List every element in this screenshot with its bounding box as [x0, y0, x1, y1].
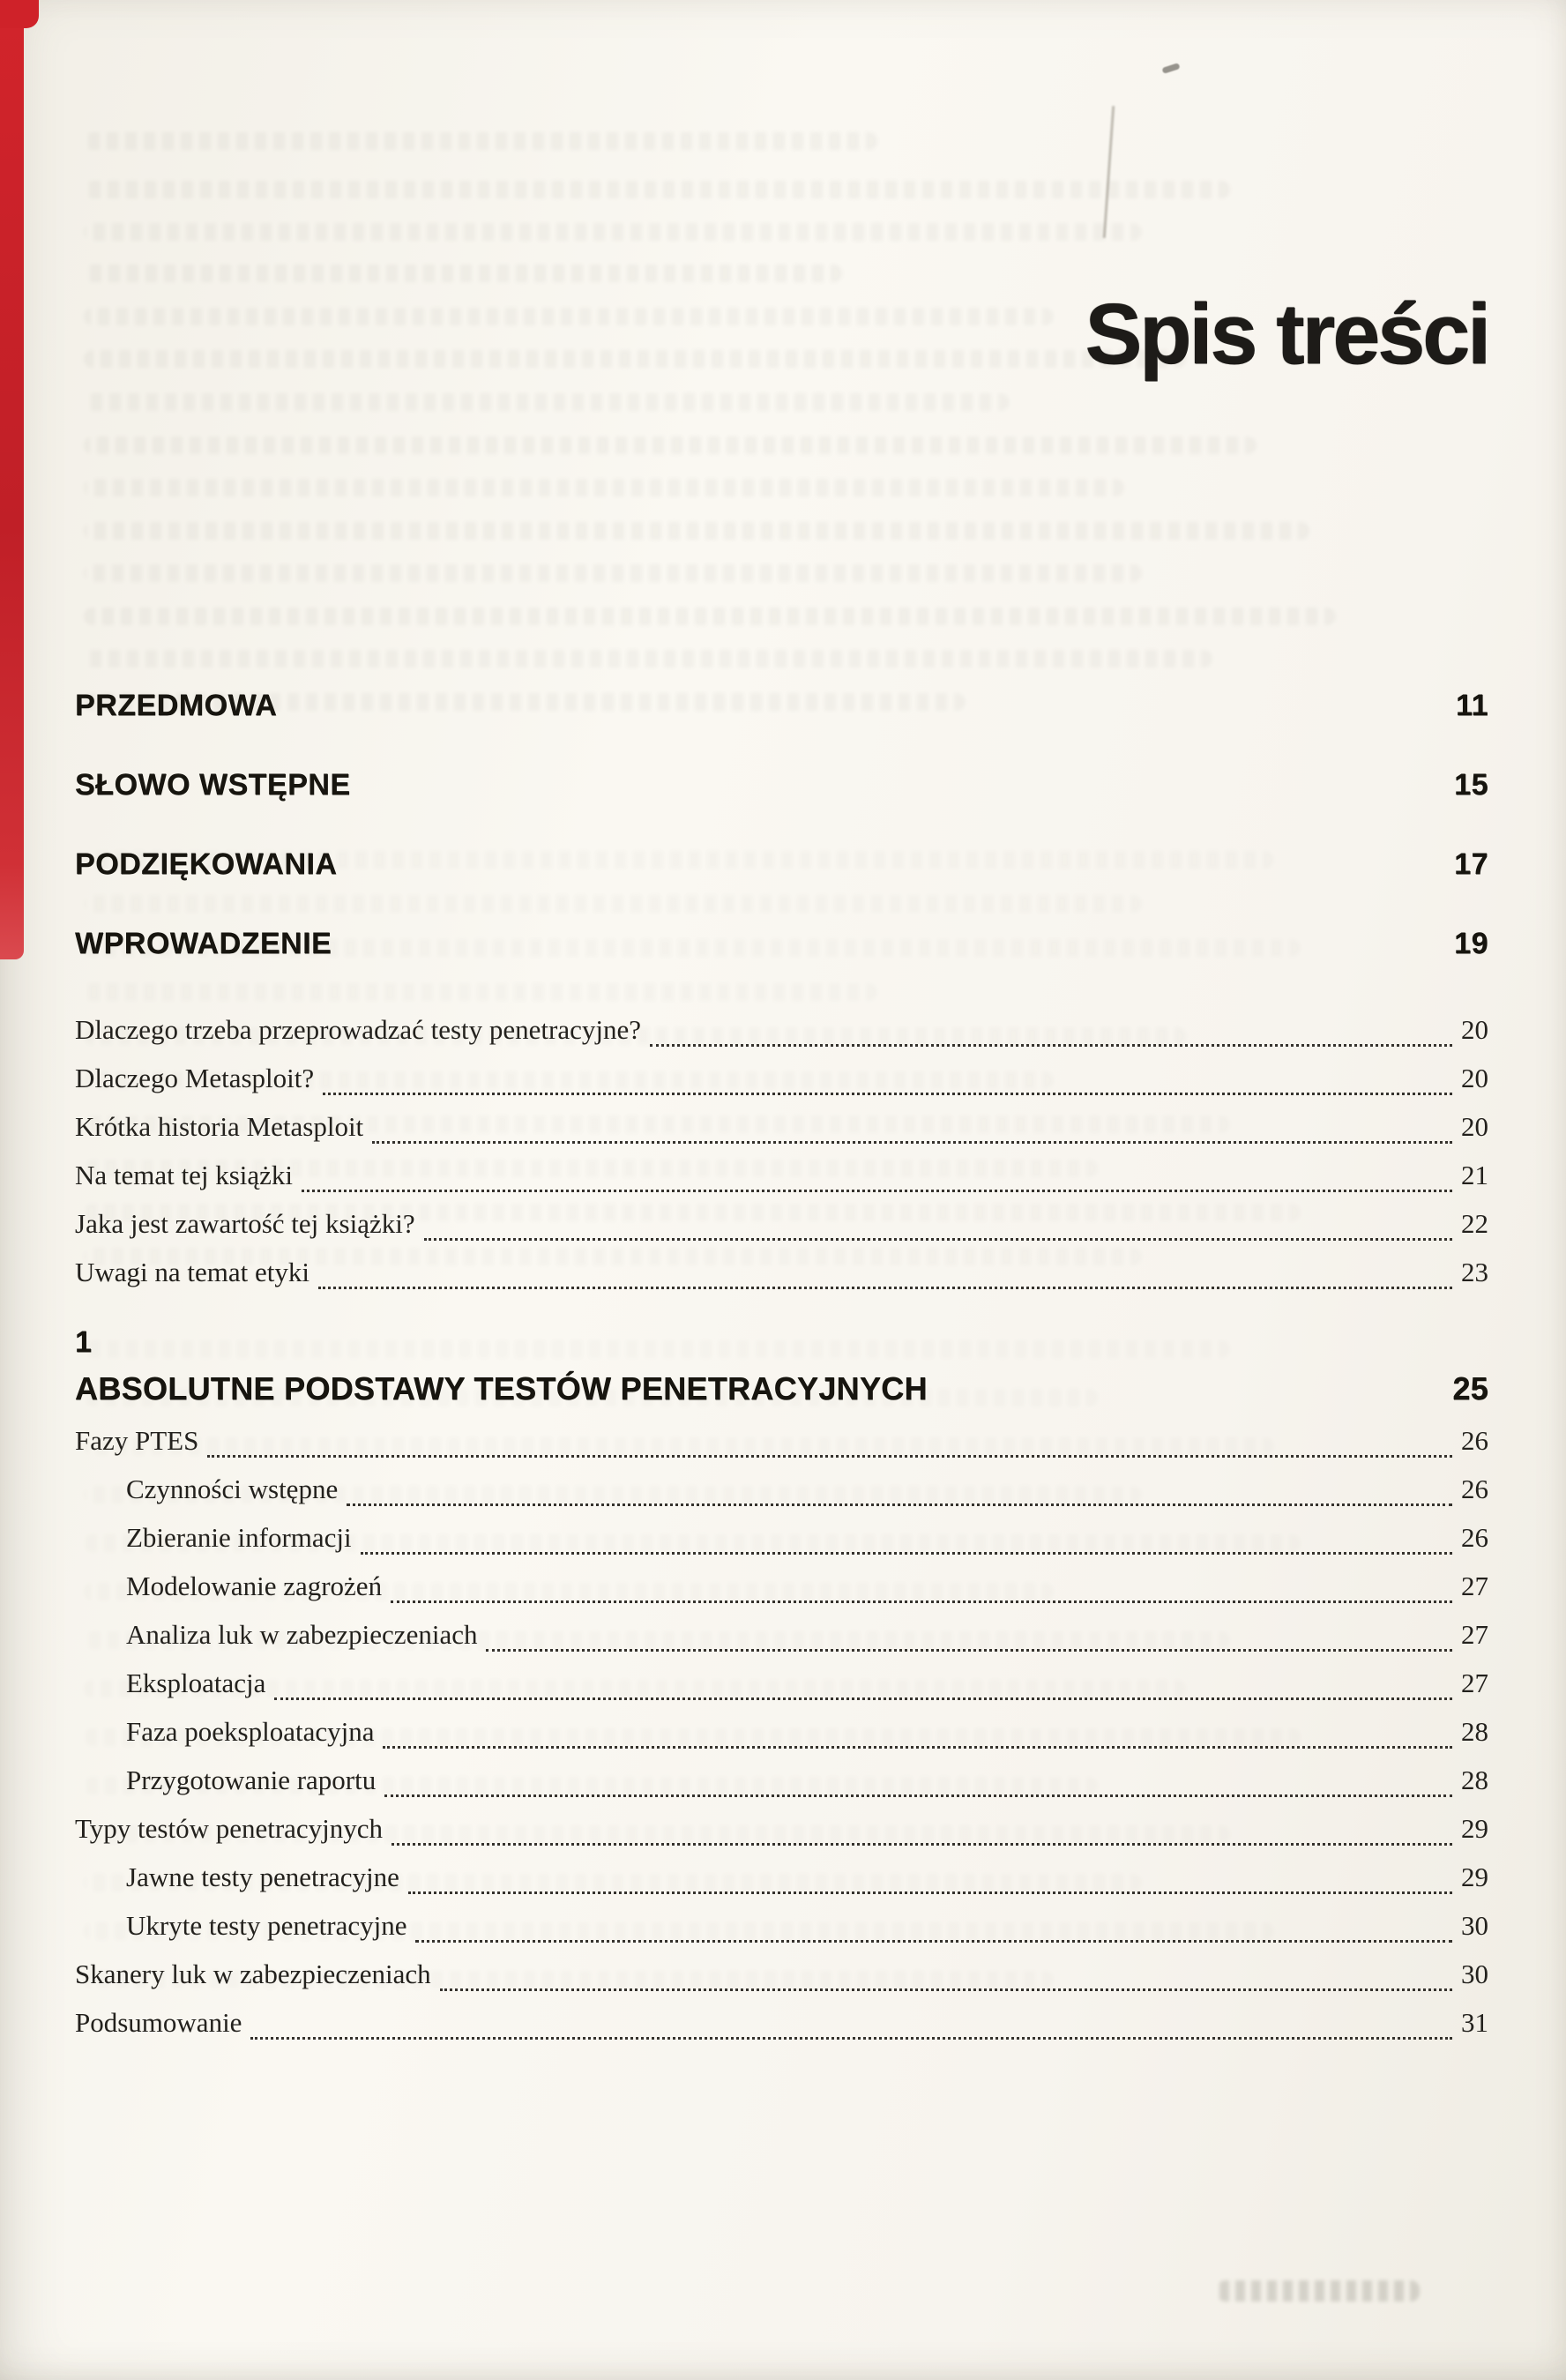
toc-entry-row: [75, 1659, 1488, 1707]
entry-label: Ukryte testy penetracyjne: [126, 1910, 407, 1941]
entry-page-number: 26: [1461, 1425, 1488, 1456]
dot-leader: [415, 1940, 1452, 1943]
toc-part-row: [75, 926, 1488, 961]
entry-label: Dlaczego trzeba przeprowadzać testy penetracyjne?: [75, 1014, 641, 1045]
chapter-title: ABSOLUTNE PODSTAWY TESTÓW PENETRACYJNYCH: [75, 1370, 928, 1406]
toc-chapter-row: [75, 1369, 1488, 1409]
part-page-number: 17: [1454, 847, 1488, 881]
toc-entry-row: [75, 1950, 1488, 1998]
toc-entry-row: [75, 1102, 1488, 1151]
entry-label: Krótka historia Metasploit: [75, 1111, 364, 1142]
entry-page-number: 29: [1461, 1861, 1488, 1892]
entry-page-number: 22: [1461, 1208, 1488, 1239]
part-label: WPROWADZENIE: [75, 927, 332, 960]
page-title: Spis treści: [1085, 286, 1488, 382]
entry-label: Jawne testy penetracyjne: [126, 1861, 399, 1892]
entry-page-number: 27: [1461, 1619, 1488, 1650]
entry-label: Czynności wstępne: [126, 1474, 339, 1504]
entry-label: Na temat tej książki: [75, 1160, 294, 1190]
entry-page-number: 29: [1461, 1813, 1488, 1844]
toc-entry-row: [75, 1610, 1488, 1659]
dot-leader: [383, 1746, 1452, 1749]
entry-label: Dlaczego Metasploit?: [75, 1063, 315, 1093]
bleedthrough-line: [84, 308, 1054, 325]
dot-leader: [408, 1891, 1452, 1894]
part-page-number: 11: [1456, 689, 1488, 722]
dot-leader: [318, 1287, 1452, 1289]
dot-leader: [650, 1044, 1452, 1047]
entry-label: Modelowanie zagrożeń: [126, 1571, 383, 1601]
entry-label: Fazy PTES: [75, 1425, 199, 1456]
entry-page-number: 20: [1461, 1111, 1488, 1142]
dot-leader: [207, 1455, 1452, 1458]
bleedthrough-line: [84, 479, 1124, 496]
entry-label: Eksploatacja: [126, 1667, 266, 1698]
toc-entry-row: [75, 1853, 1488, 1901]
entry-page-number: 20: [1461, 1014, 1488, 1045]
toc-entry-row: [75, 1707, 1488, 1756]
dot-leader: [361, 1552, 1452, 1555]
dot-leader: [274, 1697, 1452, 1700]
entry-label: Uwagi na temat etyki: [75, 1257, 309, 1287]
entry-page-number: 30: [1461, 1958, 1488, 1989]
entry-page-number: 27: [1461, 1571, 1488, 1601]
entry-page-number: 28: [1461, 1716, 1488, 1747]
toc-entry-row: [75, 1901, 1488, 1950]
toc-part-row: [75, 847, 1488, 882]
toc-entry-row: [75, 1562, 1488, 1610]
dot-leader: [384, 1794, 1452, 1797]
toc-entry-row: [75, 1416, 1488, 1465]
table-of-contents: [75, 688, 1488, 2047]
toc-entry-row: [75, 1804, 1488, 1853]
part-label: PRZEDMOWA: [75, 689, 278, 722]
dot-leader: [250, 2037, 1452, 2040]
entry-page-number: 27: [1461, 1667, 1488, 1698]
entry-label: Analiza luk w zabezpieczeniach: [126, 1619, 478, 1650]
bleedthrough-line: [84, 181, 1230, 198]
dot-leader: [372, 1141, 1452, 1144]
scan-crease-artifact: [1103, 106, 1115, 238]
chapter-number: 1: [75, 1325, 92, 1359]
book-edge-red-stripe: [0, 0, 24, 959]
entry-page-number: 30: [1461, 1910, 1488, 1941]
entry-label: Jaka jest zawartość tej książki?: [75, 1208, 415, 1239]
toc-entry-row: [75, 1151, 1488, 1199]
dot-leader: [440, 1988, 1452, 1991]
toc-part-row: [75, 688, 1488, 723]
scan-speck-artifact: [1161, 63, 1180, 74]
entry-page-number: 31: [1461, 2007, 1488, 2038]
part-page-number: 19: [1454, 927, 1488, 960]
bleedthrough-line: [84, 350, 1186, 368]
toc-entry-row: [75, 1465, 1488, 1513]
bleedthrough-line: [84, 564, 1142, 582]
book-edge-red-corner: [0, 0, 39, 28]
part-label: PODZIĘKOWANIA: [75, 847, 338, 881]
toc-entry-row: [75, 1005, 1488, 1054]
bleedthrough-line: [84, 522, 1309, 540]
entry-label: Zbieranie informacji: [126, 1522, 352, 1553]
entry-page-number: 21: [1461, 1160, 1488, 1190]
dot-leader: [424, 1238, 1452, 1241]
entry-label: Faza poeksploatacyjna: [126, 1716, 375, 1747]
entry-label: Podsumowanie: [75, 2007, 242, 2038]
toc-entry-row: [75, 1248, 1488, 1296]
entry-page-number: 23: [1461, 1257, 1488, 1287]
bleedthrough-line: [84, 265, 842, 282]
toc-entry-row: [75, 1199, 1488, 1248]
dot-leader: [347, 1503, 1452, 1506]
toc-entry-row: [75, 1054, 1488, 1102]
dot-leader: [391, 1600, 1452, 1603]
dot-leader: [323, 1093, 1452, 1095]
bleedthrough-line: [84, 436, 1257, 454]
bleedthrough-line: [84, 393, 1010, 411]
toc-part-row: [75, 767, 1488, 802]
entry-page-number: 26: [1461, 1474, 1488, 1504]
entry-page-number: 20: [1461, 1063, 1488, 1093]
part-page-number: 15: [1454, 768, 1488, 802]
part-label: SŁOWO WSTĘPNE: [75, 768, 351, 802]
bleedthrough-footer-smudge: [1217, 2280, 1420, 2302]
dot-leader: [302, 1190, 1452, 1192]
bleedthrough-line: [84, 650, 1212, 668]
entry-label: Typy testów penetracyjnych: [75, 1813, 384, 1844]
toc-entry-row: [75, 1998, 1488, 2047]
dot-leader: [392, 1843, 1452, 1846]
chapter-page-number: 25: [1452, 1370, 1488, 1406]
entry-page-number: 28: [1461, 1764, 1488, 1795]
dot-leader: [486, 1649, 1452, 1652]
bleedthrough-line: [84, 223, 1142, 241]
entry-page-number: 26: [1461, 1522, 1488, 1553]
bleedthrough-line: [84, 608, 1336, 625]
toc-entry-row: [75, 1513, 1488, 1562]
entry-label: Przygotowanie raportu: [126, 1764, 377, 1795]
entry-label: Skanery luk w zabezpieczeniach: [75, 1958, 431, 1989]
toc-entry-row: [75, 1756, 1488, 1804]
bleedthrough-line: [84, 132, 877, 150]
